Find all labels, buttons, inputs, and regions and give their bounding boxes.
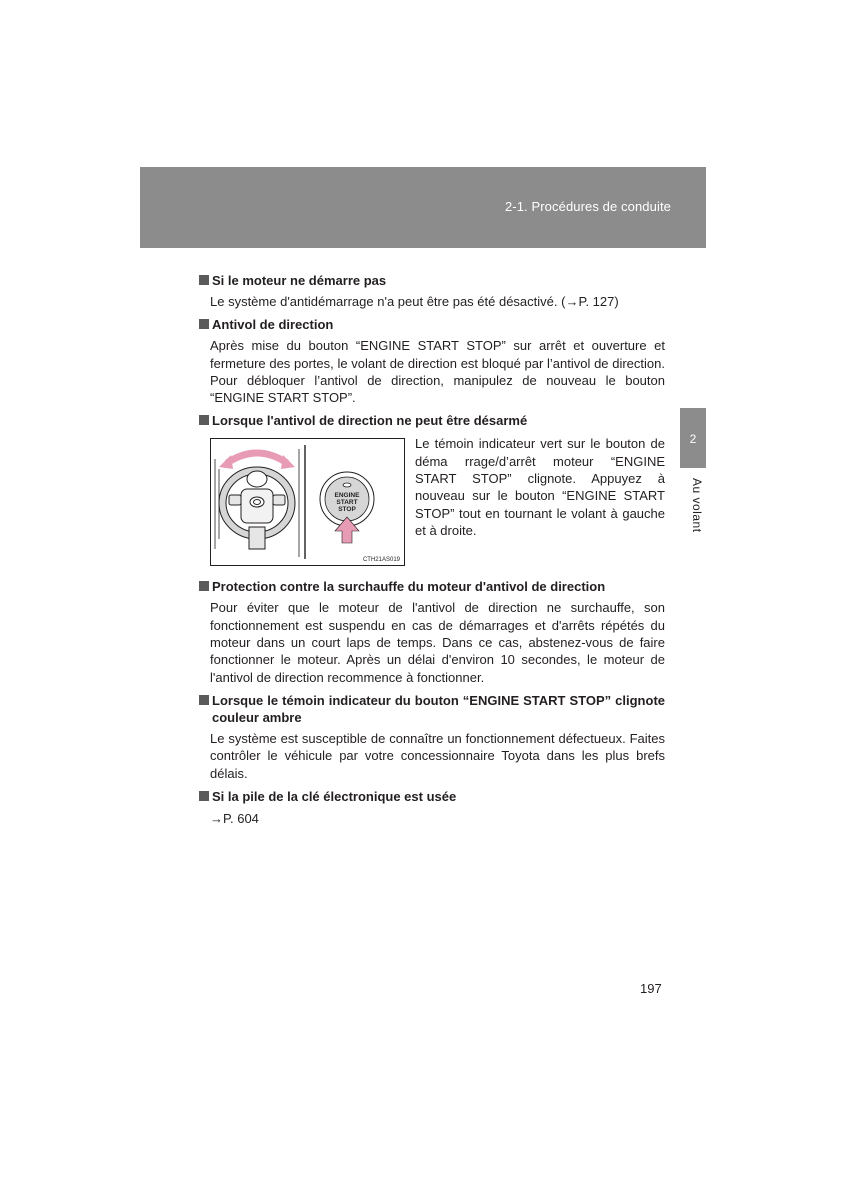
- steering-wheel-illustration: [210, 438, 405, 566]
- steering-wheel-drawing: [211, 439, 404, 565]
- button-label-line-2: START: [336, 499, 358, 507]
- section-engine-no-start: [199, 272, 665, 310]
- page-content: [199, 272, 665, 832]
- section-body: Après mise du bouton “ENGINE START STOP” sur arrêt et ouverture et fermeture des portes, le volant de direction est bloqué par l’antivol de direction. Pour débloquer l’antivol de direction, manipulez de nouveau le bouton “ENGINE START STOP”.: [210, 338, 665, 406]
- chapter-label: Au volant: [690, 478, 704, 533]
- section-title: 2-1. Procédures de conduite: [504, 199, 671, 214]
- page-reference: →P. 604: [210, 810, 259, 826]
- chapter-tab: [680, 408, 706, 468]
- square-bullet-icon: [199, 791, 209, 801]
- section-heading: Lorsque le témoin indicateur du bouton “ENGINE START STOP” clignote couleur ambre: [199, 692, 665, 726]
- square-bullet-icon: [199, 695, 209, 705]
- chapter-number: 2: [689, 432, 697, 446]
- section-body: Le système d'antidémarrage n'a peut être pas été désactivé. (→P. 127): [210, 294, 619, 309]
- header-band: [140, 167, 706, 248]
- section-amber-indicator: [199, 692, 665, 782]
- square-bullet-icon: [199, 415, 209, 425]
- section-heading: Si le moteur ne démarre pas: [199, 272, 665, 289]
- section-heading: Antivol de direction: [199, 316, 665, 333]
- section-steering-lock: [199, 316, 665, 406]
- button-label-line-1: ENGINE: [334, 492, 360, 500]
- figure-code: CTH21AS019: [362, 557, 400, 564]
- square-bullet-icon: [199, 275, 209, 285]
- section-key-battery: [199, 788, 665, 826]
- button-label-line-3: STOP: [338, 506, 356, 514]
- section-body: Le système est susceptible de connaître un fonctionnement défectueux. Faites contrôler le véhicule par votre concessionnaire Toyota dans les plus brefs délais.: [210, 730, 665, 781]
- section-overheat-protection: [199, 578, 665, 685]
- section-heading: Si la pile de la clé électronique est usée: [199, 788, 665, 805]
- square-bullet-icon: [199, 581, 209, 591]
- section-heading: Protection contre la surchauffe du moteur d'antivol de direction: [199, 578, 665, 595]
- section-body: Le témoin indicateur vert sur le bouton de déma rrage/d’arrêt moteur “ENGINE START STOP” clignote. Appuyez à nouveau sur le bouton “ENGINE START STOP” tout en tournant le volant à gauche et à droite.: [415, 436, 665, 538]
- page-number: 197: [640, 981, 662, 996]
- figure-row: [210, 438, 665, 566]
- section-body: Pour éviter que le moteur de l'antivol de direction ne surchauffe, son fonctionnement est suspendu en cas de démarrages et d'arrêts répétés du moteur dans un court laps de temps. Dans ce cas, abstenez-vous de faire fonctionner le moteur. Après un délai d'environ 10 secondes, le moteur de l'antivol de direction recommence à fonctionner.: [210, 600, 665, 685]
- square-bullet-icon: [199, 319, 209, 329]
- section-lock-not-released: [199, 412, 665, 566]
- section-heading: Lorsque l'antivol de direction ne peut être désarmé: [199, 412, 665, 429]
